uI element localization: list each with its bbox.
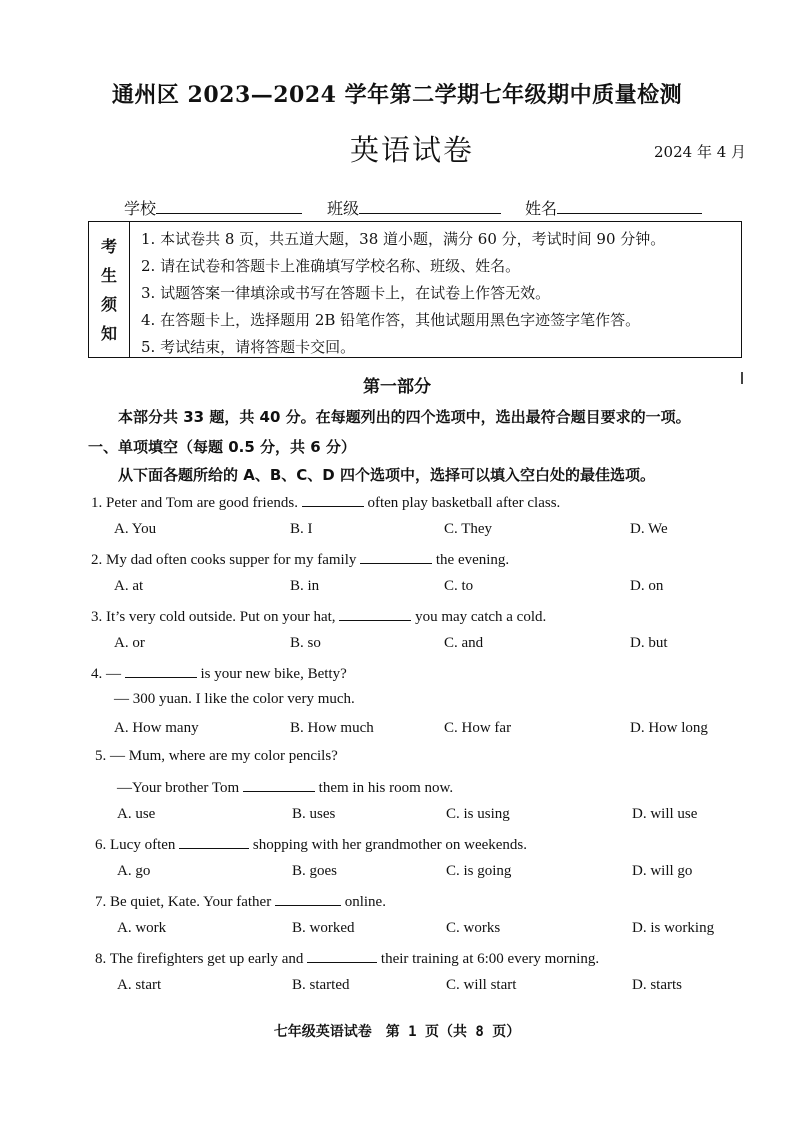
question-5-stem: 5. — Mum, where are my color pencils?: [95, 748, 338, 764]
page-title: 通州区 2023—2024 学年第二学期七年级期中质量检测: [111, 82, 683, 108]
section-instruction: 从下面各题所给的 A、B、C、D 四个选项中，选择可以填入空白处的最佳选项。: [118, 466, 655, 484]
question-4-answer-line: — 300 yuan. I like the color very much.: [114, 691, 355, 707]
part-title: 第一部分: [363, 377, 431, 397]
name-field: [525, 196, 702, 219]
option-b: B. in: [290, 578, 320, 594]
notice-item: 1. 本试卷共 8 页，共五道大题，38 道小题，满分 60 分，考试时间 90 分钟。: [141, 230, 666, 248]
option-d: D. on: [630, 578, 664, 594]
option-a: A. go: [117, 863, 151, 879]
question-6-stem: 6. Lucy often shopping with her grandmother on weekends.: [95, 834, 527, 854]
option-b: B. so: [290, 635, 321, 651]
question-4-stem: 4. — is your new bike, Betty?: [91, 663, 347, 683]
question-2-stem: 2. My dad often cooks supper for my family the evening.: [91, 549, 509, 569]
option-d: D. We: [630, 521, 668, 537]
option-a: A. start: [117, 977, 162, 993]
option-c: C. will start: [446, 977, 517, 993]
option-d: D. will go: [632, 863, 693, 879]
notice-label: 考 生 须 知: [89, 222, 130, 357]
question-7-stem: 7. Be quiet, Kate. Your father online.: [95, 891, 386, 911]
question-1-stem: 1. Peter and Tom are good friends. often play basketball after class.: [91, 492, 560, 512]
option-b: B. I: [290, 521, 313, 537]
school-blank: [156, 199, 302, 214]
option-a: A. How many: [114, 720, 199, 736]
option-d: D. starts: [632, 977, 682, 993]
name-blank: [557, 199, 702, 214]
exam-notice-box: [88, 221, 742, 358]
option-a: A. work: [117, 920, 167, 936]
option-c: C. They: [444, 521, 493, 537]
answer-blank: [125, 663, 197, 678]
option-a: A. at: [114, 578, 144, 594]
option-c: C. works: [446, 920, 501, 936]
option-d: D. How long: [630, 720, 708, 736]
question-5-answer-line: —Your brother Tom them in his room now.: [117, 777, 453, 797]
answer-blank: [179, 834, 249, 849]
answer-blank: [339, 606, 411, 621]
class-field: [327, 196, 501, 219]
option-c: C. and: [444, 635, 484, 651]
notice-item: 2. 请在试卷和答题卡上准确填写学校名称、班级、姓名。: [141, 257, 521, 275]
page-footer: 七年级英语试卷 第 1 页（共 8 页）: [273, 1024, 521, 1040]
question-3-stem: 3. It’s very cold outside. Put on your hat, you may catch a cold.: [91, 606, 546, 626]
class-blank: [359, 199, 501, 214]
option-d: D. will use: [632, 806, 698, 822]
option-b: B. started: [292, 977, 350, 993]
option-c: C. is going: [446, 863, 512, 879]
option-d: D. is working: [632, 920, 715, 936]
question-8-stem: 8. The firefighters get up early and their training at 6:00 every morning.: [95, 948, 599, 968]
exam-date: 2024 年 4 月: [654, 143, 747, 161]
answer-blank: [243, 777, 315, 792]
exam-subtitle: 英语试卷: [350, 133, 475, 167]
answer-blank: [360, 549, 432, 564]
notice-item: 5. 考试结束，请将答题卡交回。: [141, 338, 356, 356]
option-b: B. goes: [292, 863, 337, 879]
section-heading: 一、单项填空（每题 0.5 分，共 6 分）: [88, 438, 356, 456]
class-label: 班级: [327, 199, 360, 218]
school-label: 学校: [124, 199, 157, 218]
option-a: A. use: [117, 806, 156, 822]
option-b: B. worked: [292, 920, 355, 936]
notice-item: 4. 在答题卡上，选择题用 2B 铅笔作答，其他试题用黑色字迹签字笔作答。: [141, 311, 641, 329]
option-b: B. How much: [290, 720, 374, 736]
answer-blank: [307, 948, 377, 963]
school-field: [124, 196, 302, 219]
name-label: 姓名: [525, 199, 558, 218]
option-b: B. uses: [292, 806, 336, 822]
answer-blank: [275, 891, 341, 906]
option-c: C. to: [444, 578, 474, 594]
notice-item: 3. 试题答案一律填涂或书写在答题卡上，在试卷上作答无效。: [141, 284, 551, 302]
option-a: A. or: [114, 635, 145, 651]
option-d: D. but: [630, 635, 668, 651]
option-a: A. You: [114, 521, 157, 537]
part-intro: 本部分共 33 题，共 40 分。在每题列出的四个选项中，选出最符合题目要求的一项。: [118, 408, 691, 426]
option-c: C. How far: [444, 720, 512, 736]
option-c: C. is using: [446, 806, 510, 822]
answer-blank: [302, 492, 364, 507]
